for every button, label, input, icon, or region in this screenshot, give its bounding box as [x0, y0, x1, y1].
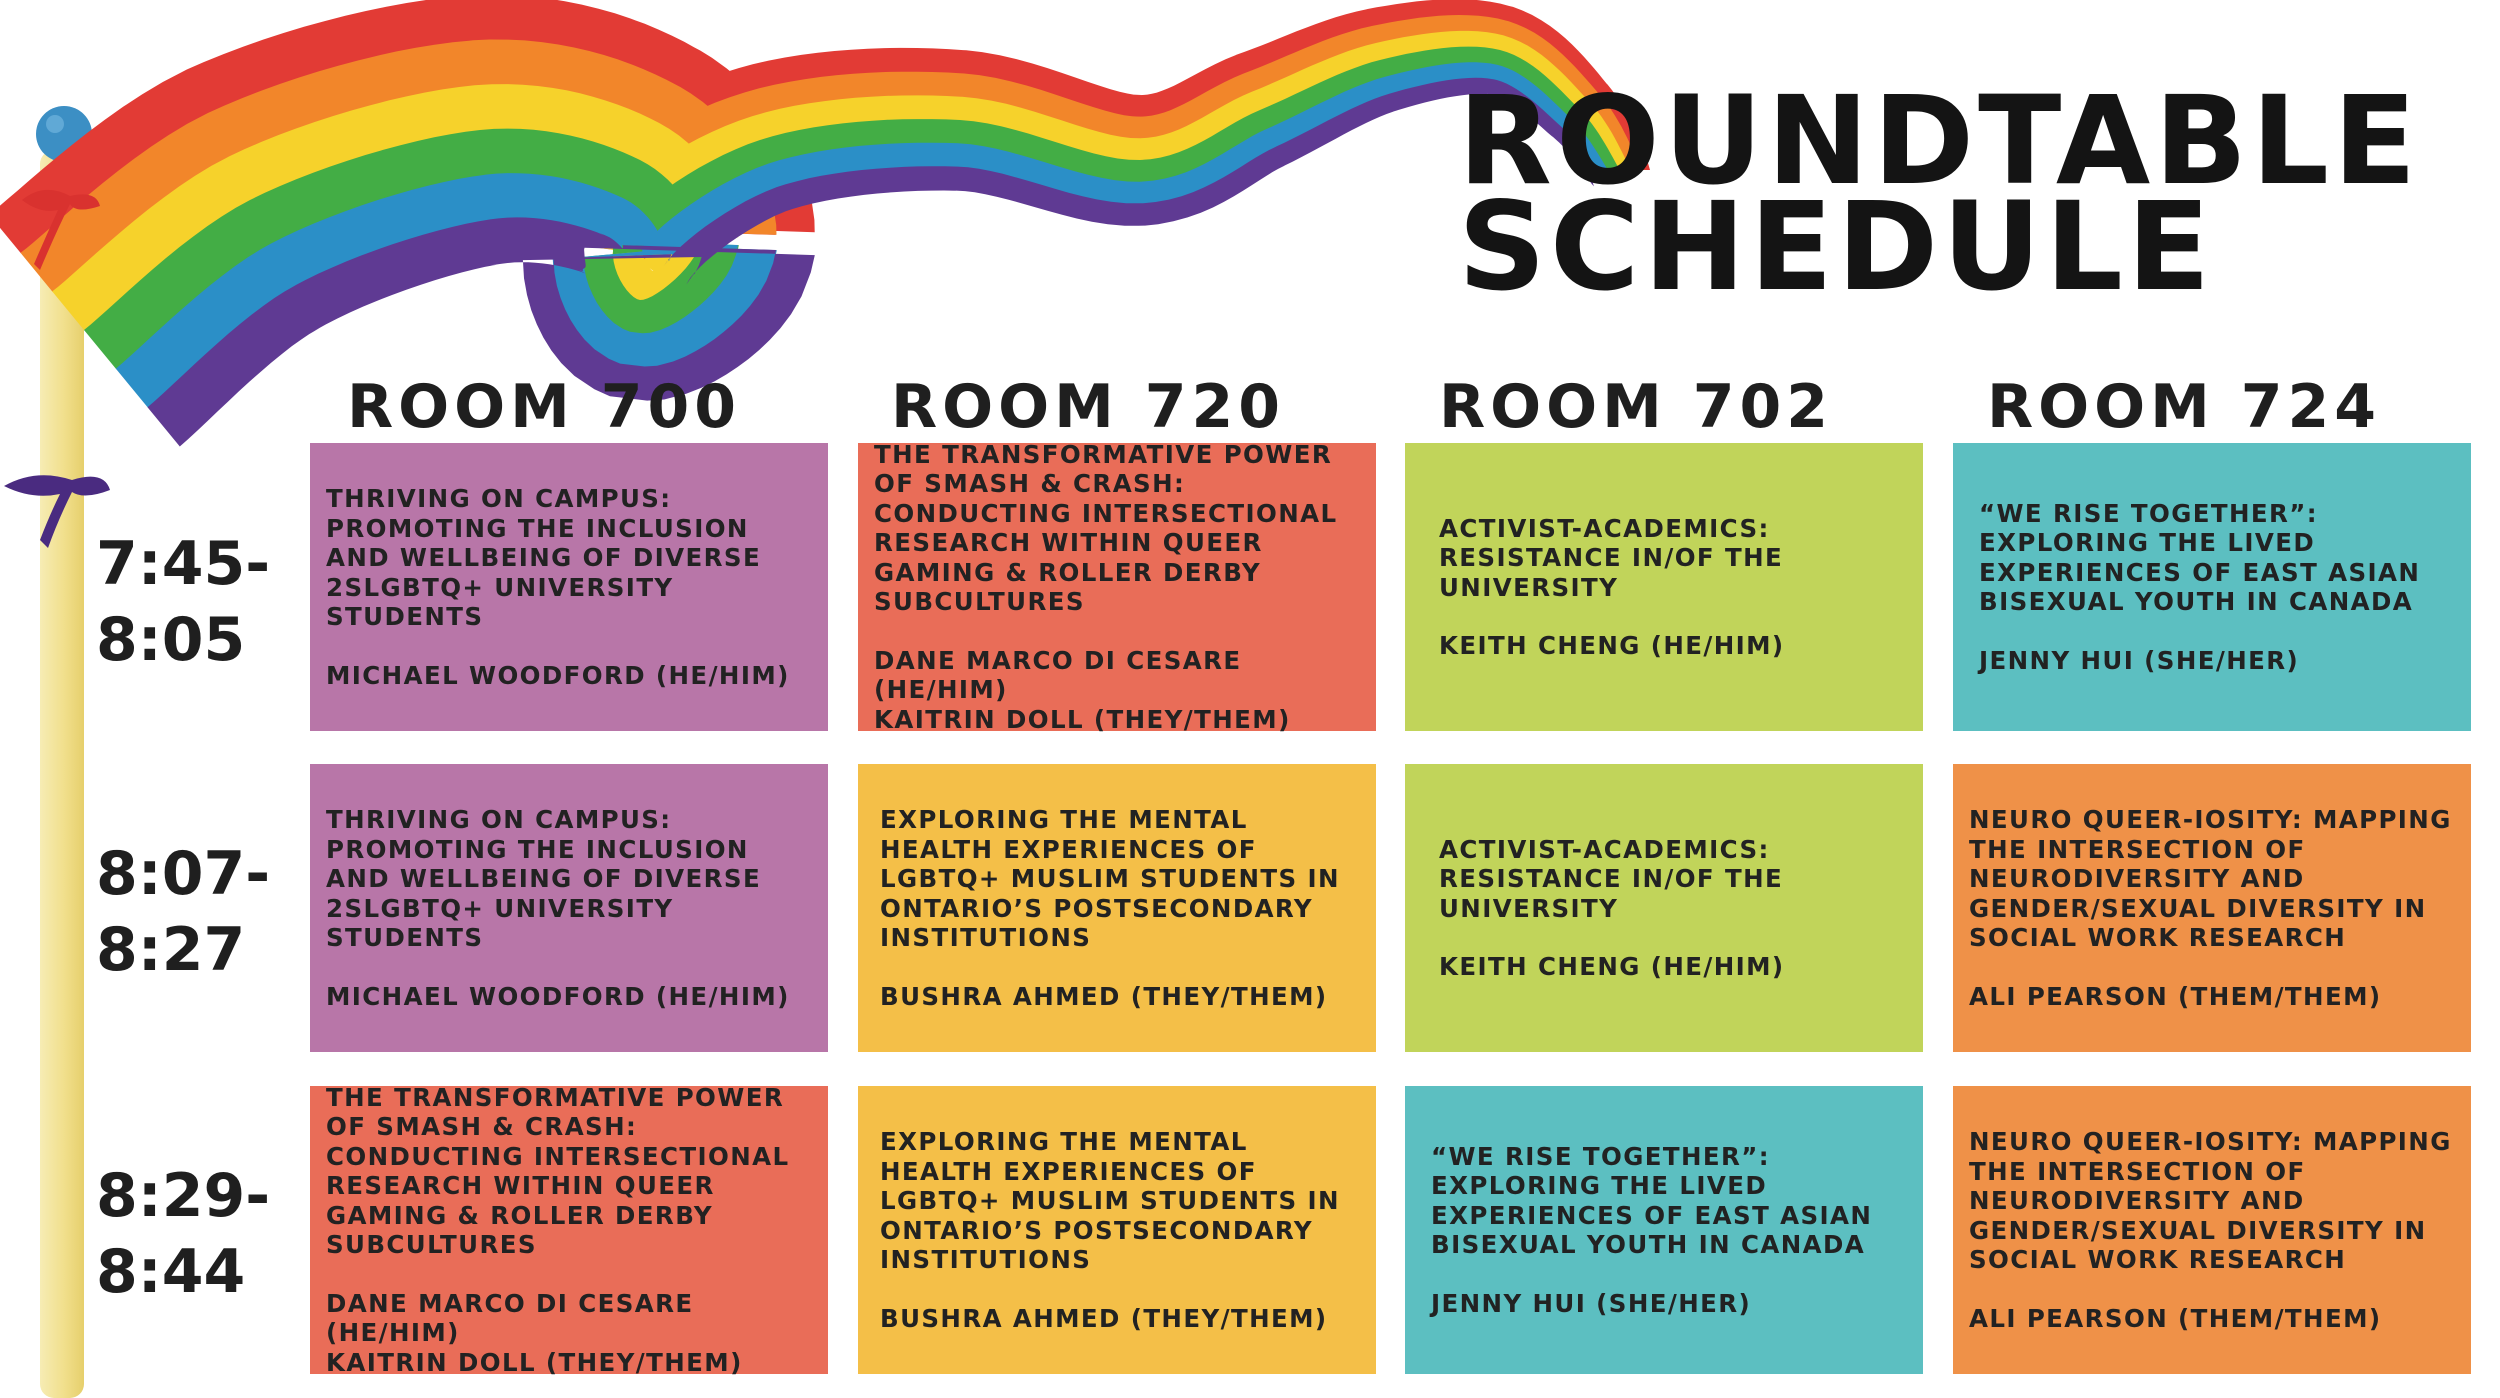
- session-card[interactable]: [310, 443, 828, 731]
- time-slot-2: [96, 836, 296, 988]
- session-speakers: BUSHRA AHMED (THEY/THEM): [880, 981, 1328, 1011]
- session-title: NEURO QUEER-IOSITY: MAPPING THE INTERSECTION OF NEURODIVERSITY AND GENDER/SEXUAL DIVERSITY IN SOCIAL WORK RESEARCH: [1969, 1127, 2452, 1274]
- session-card[interactable]: [858, 764, 1376, 1052]
- session-card[interactable]: [310, 1082, 828, 1377]
- session-card[interactable]: [858, 1086, 1376, 1374]
- room-header-720: ROOM 720: [890, 372, 1286, 442]
- session-title: “WE RISE TOGETHER”: EXPLORING THE LIVED EXPERIENCES OF EAST ASIAN BISEXUAL YOUTH IN CANADA: [1431, 1141, 1873, 1260]
- session-card[interactable]: [1953, 764, 2471, 1052]
- room-header-724: ROOM 724: [1986, 372, 2382, 442]
- room-header-700: ROOM 700: [346, 372, 742, 442]
- session-title: EXPLORING THE MENTAL HEALTH EXPERIENCES OF LGBTQ+ MUSLIM STUDENTS IN ONTARIO’S POSTSECONDARY INSTITUTIONS: [880, 1127, 1340, 1274]
- flag-pole: [40, 150, 84, 1398]
- session-card[interactable]: [1405, 443, 1923, 731]
- session-title: “WE RISE TOGETHER”: EXPLORING THE LIVED EXPERIENCES OF EAST ASIAN BISEXUAL YOUTH IN CANADA: [1979, 498, 2421, 617]
- time-slot-1: [96, 526, 296, 678]
- session-speakers: DANE MARCO DI CESARE (HE/HIM) KAITRIN DOLL (THEY/THEM): [326, 1288, 743, 1377]
- session-speakers: JENNY HUI (SHE/HER): [1431, 1288, 1752, 1318]
- session-card[interactable]: [858, 439, 1376, 734]
- session-speakers: MICHAEL WOODFORD (HE/HIM): [326, 660, 790, 690]
- session-card[interactable]: [1953, 443, 2471, 731]
- time-slot-end: 8:05: [96, 605, 246, 675]
- session-title: THRIVING ON CAMPUS: PROMOTING THE INCLUSION AND WELLBEING OF DIVERSE 2SLGBTQ+ UNIVERSITY STUDENTS: [326, 484, 762, 631]
- time-slot-start: 7:45-: [96, 529, 271, 599]
- session-speakers: MICHAEL WOODFORD (HE/HIM): [326, 981, 790, 1011]
- session-card[interactable]: [1953, 1086, 2471, 1374]
- session-speakers: JENNY HUI (SHE/HER): [1979, 645, 2300, 675]
- session-speakers: BUSHRA AHMED (THEY/THEM): [880, 1303, 1328, 1333]
- title-line-2: SCHEDULE: [1458, 176, 2215, 318]
- time-slot-start: 8:07-: [96, 839, 271, 909]
- session-speakers: ALI PEARSON (THEM/THEM): [1969, 981, 2382, 1011]
- session-title: ACTIVIST-ACADEMICS: RESISTANCE IN/OF THE UNIVERSITY: [1439, 834, 1784, 923]
- session-title: NEURO QUEER-IOSITY: MAPPING THE INTERSECTION OF NEURODIVERSITY AND GENDER/SEXUAL DIVERSITY IN SOCIAL WORK RESEARCH: [1969, 805, 2452, 952]
- session-title: EXPLORING THE MENTAL HEALTH EXPERIENCES OF LGBTQ+ MUSLIM STUDENTS IN ONTARIO’S POSTSECONDARY INSTITUTIONS: [880, 805, 1340, 952]
- time-slot-3: [96, 1158, 296, 1310]
- time-slot-start: 8:29-: [96, 1161, 271, 1231]
- session-title: ACTIVIST-ACADEMICS: RESISTANCE IN/OF THE UNIVERSITY: [1439, 513, 1784, 602]
- session-title: THRIVING ON CAMPUS: PROMOTING THE INCLUSION AND WELLBEING OF DIVERSE 2SLGBTQ+ UNIVERSITY STUDENTS: [326, 805, 762, 952]
- time-slot-end: 8:27: [96, 915, 246, 985]
- session-card[interactable]: [310, 764, 828, 1052]
- session-speakers: KEITH CHENG (HE/HIM): [1439, 631, 1785, 660]
- session-title: THE TRANSFORMATIVE POWER OF SMASH & CRASH: CONDUCTING INTERSECTIONAL RESEARCH WITHIN QUEER GAMING & ROLLER DERBY SUBCULTURES: [874, 439, 1338, 617]
- room-header-702: ROOM 702: [1438, 372, 1834, 442]
- session-card[interactable]: [1405, 1086, 1923, 1374]
- title-line-1: ROUNDTABLE: [1458, 70, 2421, 212]
- session-speakers: ALI PEARSON (THEM/THEM): [1969, 1303, 2382, 1333]
- session-speakers: DANE MARCO DI CESARE (HE/HIM) KAITRIN DOLL (THEY/THEM): [874, 645, 1291, 734]
- session-card[interactable]: [1405, 764, 1923, 1052]
- session-title: THE TRANSFORMATIVE POWER OF SMASH & CRASH: CONDUCTING INTERSECTIONAL RESEARCH WITHIN QUEER GAMING & ROLLER DERBY SUBCULTURES: [326, 1082, 790, 1260]
- time-slot-end: 8:44: [96, 1237, 246, 1307]
- session-speakers: KEITH CHENG (HE/HIM): [1439, 952, 1785, 981]
- page-title: [1458, 70, 2421, 318]
